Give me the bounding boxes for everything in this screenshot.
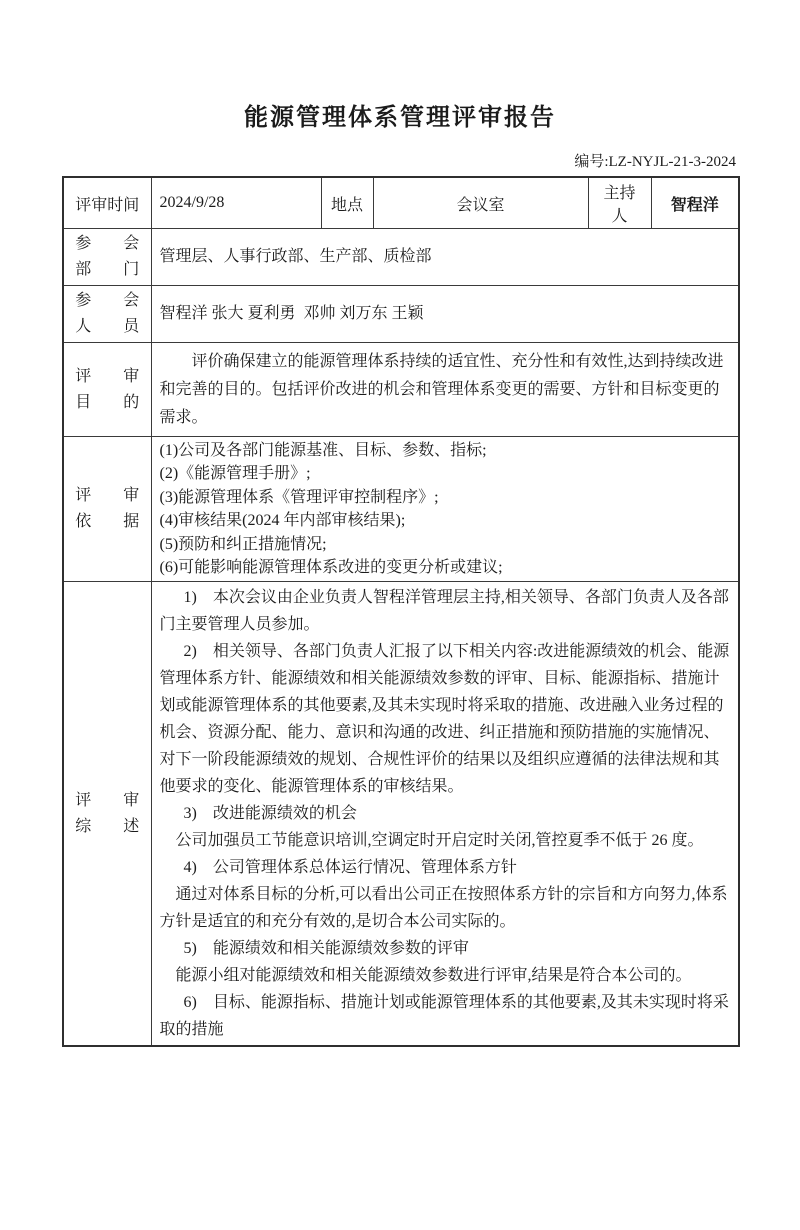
location-value: 会议室 (373, 177, 588, 229)
basis-value (151, 437, 739, 582)
label-line (75, 314, 139, 340)
label-line (75, 483, 139, 509)
purpose-label (63, 343, 151, 437)
basis-item: (1)公司及各部门能源基准、目标、参数、指标; (159, 442, 487, 459)
document-sheet (62, 100, 738, 1047)
basis-item: (4)审核结果(2024 年内部审核结果); (159, 512, 406, 530)
label-char: 审 (123, 367, 140, 385)
label-char: 的 (123, 393, 140, 411)
table-row-departments (63, 229, 739, 286)
label-char: 部 (75, 261, 92, 278)
document-title: 能源管理体系管理评审报告 (244, 105, 556, 131)
host-label: 主持人 (588, 177, 651, 229)
basis-item: (2)《能源管理手册》; (159, 465, 311, 483)
document-number (62, 150, 736, 171)
label-char: 依 (75, 513, 92, 531)
label-char: 述 (123, 817, 140, 835)
table-row-attendees (63, 286, 739, 343)
table-row-meta (63, 177, 739, 229)
label-char: 人 (75, 318, 92, 335)
label-char: 参 (75, 235, 92, 252)
summary-paragraph: 公司加强员工节能意识培训,空调定时开启定时关闭,管控夏季不低于 26 度。 (175, 832, 704, 850)
review-time-value: 2024/9/28 (151, 177, 321, 229)
basis-item: (6)可能影响能源管理体系改进的变更分析或建议; (159, 559, 503, 577)
summary-paragraph: 1) 本次会议由企业负责人智程洋管理层主持,相关领导、各部门负责人及各部门主要管理人员参加。 (159, 589, 729, 634)
basis-item: (3)能源管理体系《管理评审控制程序》; (159, 488, 439, 506)
purpose-value (151, 343, 739, 437)
attendees-value: 智程洋 张大 夏利勇 邓帅 刘万东 王颖 (151, 286, 739, 343)
basis-item: (5)预防和纠正措施情况; (159, 535, 327, 553)
label-line (75, 231, 139, 257)
summary-value (151, 582, 739, 1047)
label-char: 审 (123, 791, 140, 809)
review-report-table (62, 176, 740, 1047)
label-line (75, 364, 139, 390)
summary-paragraph: 5) 能源绩效和相关能源绩效参数的评审 (183, 940, 469, 958)
location-label: 地点 (321, 177, 373, 229)
label-line (75, 288, 139, 314)
document-number-value: LZ-NYJL-21-3-2024 (608, 154, 736, 170)
purpose-paragraph: 评价确保建立的能源管理体系持续的适宜性、充分性和有效性,达到持续改进和完善的目的。包括评价改进的机会和管理体系变更的需要、方针和目标变更的需求。 (159, 352, 724, 426)
table-row-basis (63, 437, 739, 582)
document-number-label: 编号: (574, 154, 609, 170)
label-line (75, 814, 139, 840)
basis-label (63, 437, 151, 582)
label-char: 评 (75, 487, 92, 505)
table-row-summary (63, 582, 739, 1047)
label-line (75, 257, 139, 283)
summary-paragraph: 6) 目标、能源指标、措施计划或能源管理体系的其他要素,及其未实现时将采取的措施 (159, 994, 729, 1039)
label-char: 审 (123, 487, 140, 505)
label-char: 综 (75, 817, 92, 835)
summary-label (63, 582, 151, 1047)
summary-paragraph: 3) 改进能源绩效的机会 (183, 805, 357, 823)
summary-paragraph: 通过对体系目标的分析,可以看出公司正在按照体系方针的宗旨和方向努力,体系方针是适宜的和充分有效的,是切合本公司实际的。 (159, 886, 728, 931)
departments-label (63, 229, 151, 286)
host-value: 智程洋 (651, 177, 739, 229)
label-char: 会 (123, 235, 140, 252)
label-line (75, 390, 139, 416)
label-char: 门 (123, 261, 140, 278)
label-char: 参 (75, 292, 92, 309)
summary-paragraph: 能源小组对能源绩效和相关能源绩效参数进行评审,结果是符合本公司的。 (175, 967, 692, 985)
summary-paragraph: 2) 相关领导、各部门负责人汇报了以下相关内容:改进能源绩效的机会、能源管理体系方针、能源绩效和相关能源绩效参数的评审、目标、能源指标、措施计划或能源管理体系的其他要素,及其未实现时将采取的措施、改进融入业务过程的机会、资源分配、能力、意识和沟通的改进、纠正措施和预防措施的实施情况、对下一阶段能源绩效的规划、合规性评价的结果以及组织应遵循的法律法规和其他要求的变化、能源管理体系的审核结果。 (159, 643, 730, 796)
label-char: 会 (123, 292, 140, 309)
label-char: 评 (75, 367, 92, 385)
label-char: 员 (123, 318, 140, 335)
review-time-label: 评审时间 (63, 177, 151, 229)
departments-value: 管理层、人事行政部、生产部、质检部 (151, 229, 739, 286)
label-char: 评 (75, 791, 92, 809)
label-line (75, 509, 139, 535)
table-row-purpose (63, 343, 739, 437)
label-line (75, 788, 139, 814)
attendees-label (63, 286, 151, 343)
label-char: 据 (123, 513, 140, 531)
label-char: 目 (75, 393, 92, 411)
summary-paragraph: 4) 公司管理体系总体运行情况、管理体系方针 (183, 859, 517, 877)
